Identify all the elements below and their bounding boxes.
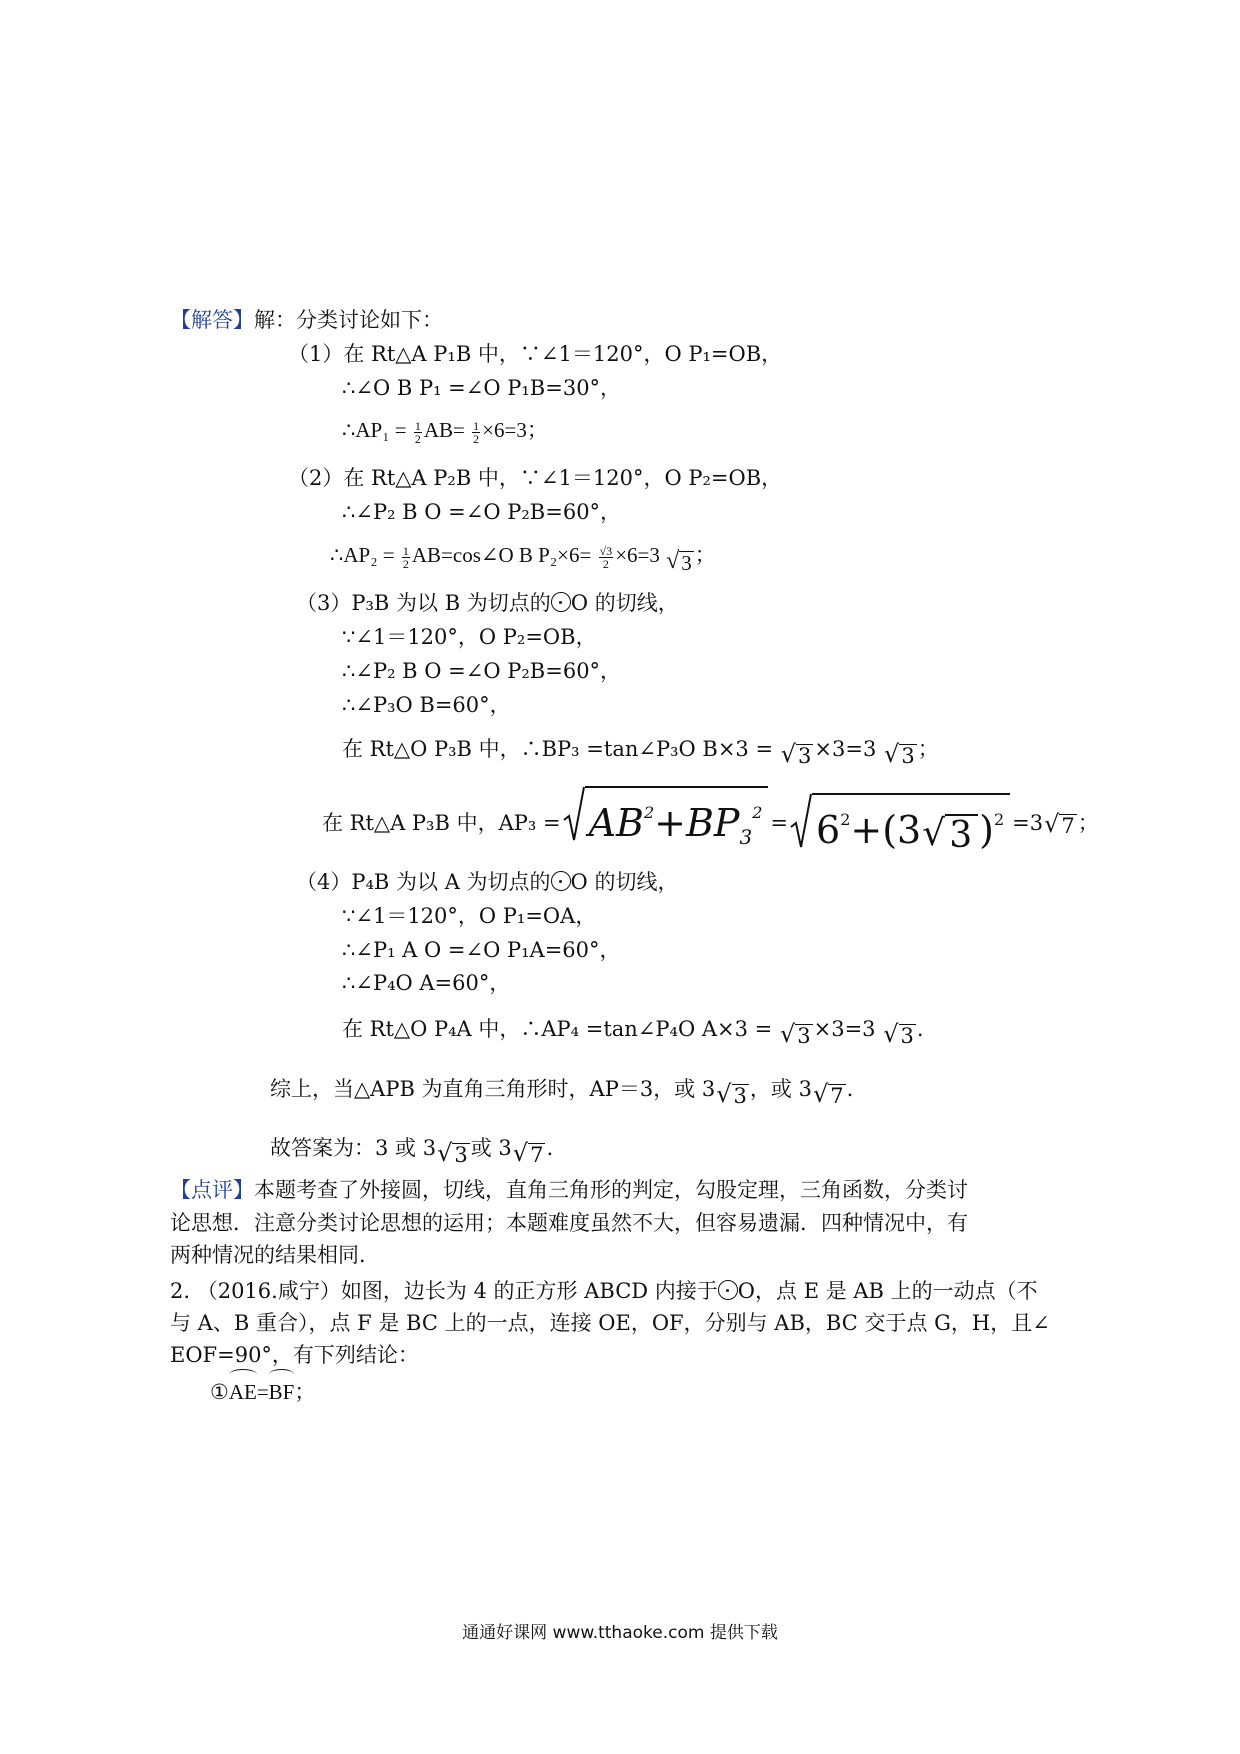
case1-line1: （1）在 Rt△A P₁B 中，∵∠1＝120°，O P₁=OB， (288, 342, 783, 366)
review-tag: 【点评】 (170, 1178, 254, 1202)
case3-line4: ∴∠P₃O B=60°， (342, 693, 511, 717)
circle-dot-symbol (551, 592, 571, 612)
answer-line: 故答案为：3 或 3 √ 3 或 3 √ 7 . (270, 1136, 554, 1167)
review-line1: 【点评】本题考查了外接圆，切线，直角三角形的判定，勾股定理，三角函数，分类讨 (170, 1178, 968, 1202)
sqrt-7: √ 7 (1044, 809, 1075, 838)
case3-line5: 在 Rt△O P₃B 中，∴BP₃ =tan∠P₃O B×3 = √ 3 ×3=3 √ 3 ； (342, 737, 939, 768)
case4-line4: ∴∠P₄O A=60°， (342, 971, 511, 995)
sqrt-3: √ 3 (779, 1020, 811, 1048)
sqrt-3: √ 3 (437, 1139, 468, 1167)
case3-line1: （3）P₃B 为以 B 为切点的 O 的切线， (296, 591, 679, 615)
review-line3: 两种情况的结果相同． (170, 1243, 380, 1267)
arc-ae: AE (229, 1377, 257, 1407)
fraction-half: $\frac{1}{2}$ (402, 543, 409, 571)
sqrt-7: √ 7 (812, 1080, 844, 1108)
problem2-line3: EOF=90°，有下列结论： (170, 1343, 419, 1367)
sqrt-3: √ 3 (883, 1020, 914, 1048)
case4-line2: ∵∠1＝120°，O P₁=OA， (342, 904, 597, 928)
case3-line3: ∴∠P₂ B O =∠O P₂B=60°， (342, 659, 622, 683)
fraction-sqrt3-over-2: $\frac{√3}{2}$ (599, 543, 613, 571)
sqrt-3: √ 3 (666, 548, 692, 575)
case4-line1: （4）P₄B 为以 A 为切点的 O 的切线， (296, 870, 679, 894)
solution-heading (170, 305, 443, 335)
page-footer: 通通好课网 www.tthaoke.com 提供下载 (462, 1623, 778, 1643)
case2-line1: （2）在 Rt△A P₂B 中，∵∠1＝120°，O P₂=OB， (288, 466, 783, 490)
solution-intro: 解：分类讨论如下： (254, 308, 443, 332)
sqrt-7: √ 7 (512, 1139, 544, 1167)
case1-line2: ∴∠O B P₁ =∠O P₁B=30°， (342, 376, 622, 400)
problem2-conclusion1: ①AE=BF； (210, 1377, 315, 1407)
review-line2: 论思想．注意分类讨论思想的运用；本题难度虽然不大，但容易遗漏．四种情况中，有 (170, 1211, 968, 1235)
summary-line: 综上，当△APB 为直角三角形时，AP＝3，或 3 √ 3 ，或 3 √ 7 . (270, 1077, 854, 1108)
circle-dot-symbol (551, 871, 571, 891)
arc-bf: BF (269, 1377, 295, 1407)
case3-line2: ∵∠1＝120°，O P₂=OB， (342, 625, 597, 649)
case2-line2: ∴∠P₂ B O =∠O P₂B=60°， (342, 500, 622, 524)
sqrt-6sq-plus-3sqrt3-sq: $6^2+(3$ √ 3 )$^2$ (790, 793, 1010, 854)
case1-line3: ∴AP₁ = $\frac{1}{2}$ AB= $\frac{1}{2}$ ×6=3； (342, 418, 548, 446)
case2-line3: ∴AP₂ = $\frac{1}{2}$ AB=cos∠O B P₂×6= $\frac{√3}{2}$ ×6=3 √ 3 ； (330, 543, 716, 575)
fraction-half: $\frac{1}{2}$ (414, 418, 421, 446)
circle-dot-symbol (718, 1280, 738, 1300)
sqrt-ab2-plus-bp3-2: $AB^2+BP_3^2$ (563, 786, 769, 860)
case4-line3: ∴∠P₁ A O =∠O P₁A=60°， (342, 938, 621, 962)
problem2-line2: 与 A、B 重合），点 F 是 BC 上的一点，连接 OE，OF，分别与 AB，BC 交于点 G，H，且∠ (170, 1311, 1050, 1335)
problem2-line1: 2. （2016.咸宁）如图，边长为 4 的正方形 ABCD 内接于 O，点 E 是 AB 上的一动点（不 (170, 1279, 1038, 1303)
case4-line5: 在 Rt△O P₄A 中，∴AP₄ =tan∠P₄O A×3 = √ 3 ×3=3 √ 3 . (342, 1017, 924, 1048)
fraction-half: $\frac{1}{2}$ (473, 418, 480, 446)
solution-tag: 【解答】 (170, 308, 254, 332)
sqrt-3: √ 3 (884, 740, 915, 768)
sqrt-3: √ 3 (716, 1080, 747, 1108)
case3-line6: 在 Rt△A P₃B 中，AP₃ = $AB^2+BP_3^2$ = $6^2+(3$ √ 3 )$^2$ =3 √ 7 ； (322, 792, 1099, 854)
sqrt-3: √ 3 (780, 740, 812, 768)
